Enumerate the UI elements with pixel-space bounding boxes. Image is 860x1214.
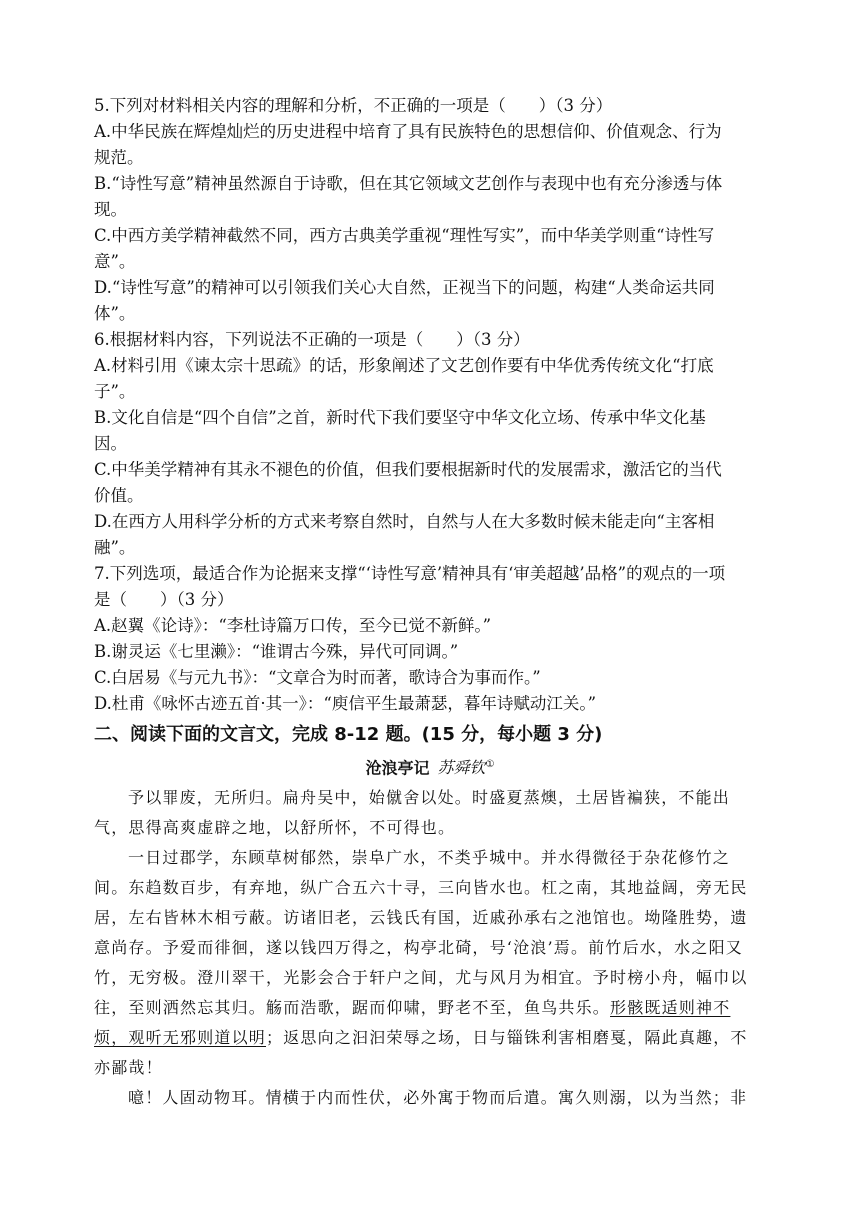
question-option-line: B.谢灵运《七里濑》：“谁谓古今殊，异代可同调。” — [94, 642, 459, 661]
passage-heading — [0, 752, 860, 781]
question-option-line: 是（ ）（3 分） — [94, 590, 234, 609]
section-heading: 二、阅读下面的文言文，完成 8-12 题。(15 分，每小题 3 分) — [94, 724, 603, 745]
passage-body — [94, 783, 766, 1113]
passage-line — [94, 963, 766, 993]
question-option-line: 体”。 — [94, 304, 136, 323]
question-option-line: 现。 — [94, 200, 127, 219]
footnote-marker: ① — [485, 759, 495, 770]
question-option-line: D.“诗性写意”的精神可以引领我们关心大自然，正视当下的问题，构建“人类命运共同 — [94, 278, 715, 297]
question-option-line: D.杜甫《咏怀古迹五首·其一》：“庾信平生最萧瑟，暮年诗赋动江关。” — [94, 694, 597, 713]
passage-text: ；返思向之汩汩荣辱之场，日与锱铢利害相磨戛，隔此真趣，不 — [266, 1028, 748, 1047]
passage-line — [94, 1053, 766, 1083]
passage-line — [94, 1083, 766, 1113]
question-stem-line: 7.下列选项，最适合作为论据来支撑“‘诗性写意’精神具有‘审美超越’品格”的观点的一项 — [94, 564, 726, 583]
passage-text: 竹，无穷极。澄川翠干，光影会合于轩户之间，尤与风月为相宜。予时榜小舟，幅巾以 — [94, 968, 748, 987]
question-option-line: D.在西方人用科学分析的方式来考察自然时，自然与人在大多数时候未能走向“主客相 — [94, 512, 715, 531]
passage-text: 亦鄙哉！ — [94, 1058, 163, 1077]
question-option-line: 子”。 — [94, 382, 136, 401]
passage-text: 间。东趋数百步，有弃地，纵广合五六十寻，三向皆水也。杠之南，其地益阔，旁无民 — [94, 878, 748, 897]
passage-line — [94, 843, 766, 873]
passage-author: 苏舜钦 — [437, 758, 486, 778]
passage-line — [94, 813, 766, 843]
passage-line — [94, 933, 766, 963]
question-option-line: 价值。 — [94, 486, 144, 505]
question-option-line: B.文化自信是“四个自信”之首，新时代下我们要坚守中华文化立场、传承中华文化基 — [94, 408, 706, 427]
passage-text: 气，思得高爽虚辟之地，以舒所怀，不可得也。 — [94, 818, 456, 837]
question-option-line: A.赵翼《论诗》：“李杜诗篇万口传，至今已觉不新鲜。” — [94, 616, 492, 635]
underlined-phrase: 烦，观听无邪则道以明 — [94, 1028, 267, 1047]
question-6 — [94, 327, 774, 561]
passage-line — [94, 783, 766, 813]
question-5 — [94, 93, 774, 327]
passage-text: 意尚存。予爱而徘徊，遂以钱四万得之，构亭北碕，号‘沧浪’焉。前竹后水，水之阳又 — [94, 938, 743, 957]
question-option-line: C.白居易《与元九书》：“文章合为时而著，歌诗合为事而作。” — [94, 668, 541, 687]
question-option-line: 规范。 — [94, 148, 144, 167]
question-option-line: C.中华美学精神有其永不褪色的价值，但我们要根据新时代的发展需求，激活它的当代 — [94, 460, 722, 479]
passage-title: 沧浪亭记 — [365, 758, 430, 778]
underlined-phrase: 形骸既适则神不 — [610, 998, 731, 1017]
passage-text: 往，至则洒然忘其归。觞而浩歌，踞而仰啸，野老不至，鱼鸟共乐。 — [94, 998, 611, 1017]
passage-text: 居，左右皆林木相亏蔽。访诸旧老，云钱氏有国，近戚孙承右之池馆也。坳隆胜势，遗 — [94, 908, 748, 927]
question-stem-line: 6.根据材料内容，下列说法不正确的一项是（ ）（3 分） — [94, 330, 530, 349]
question-stem-line: 5.下列对材料相关内容的理解和分析，不正确的一项是（ ）（3 分） — [94, 96, 613, 115]
passage-line — [94, 873, 766, 903]
question-option-line: C.中西方美学精神截然不同，西方古典美学重视“理性写实”，而中华美学则重“诗性写 — [94, 226, 715, 245]
question-option-line: A.中华民族在辉煌灿烂的历史进程中培育了具有民族特色的思想信仰、价值观念、行为 — [94, 122, 722, 141]
passage-line — [94, 993, 766, 1023]
question-option-line: A.材料引用《谏太宗十思疏》的话，形象阐述了文艺创作要有中华优秀传统文化“打底 — [94, 356, 714, 375]
passage-line — [94, 903, 766, 933]
question-option-line: B.“诗性写意”精神虽然源自于诗歌，但在其它领域文艺创作与表现中也有充分渗透与体 — [94, 174, 723, 193]
passage-line — [94, 1023, 766, 1053]
passage-text: 予以罪废，无所归。扁舟吴中，始僦舍以处。时盛夏蒸燠，土居皆褊狭，不能出 — [128, 788, 731, 807]
question-7 — [94, 561, 774, 717]
question-option-line: 因。 — [94, 434, 127, 453]
question-option-line: 意”。 — [94, 252, 136, 271]
question-option-line: 融”。 — [94, 538, 136, 557]
passage-text: 噫！人固动物耳。情横于内而性伏，必外寓于物而后遣。寓久则溺，以为当然；非 — [128, 1088, 748, 1107]
passage-text: 一日过郡学，东顾草树郁然，崇阜广水，不类乎城中。并水得微径于杂花修竹之 — [128, 848, 731, 867]
